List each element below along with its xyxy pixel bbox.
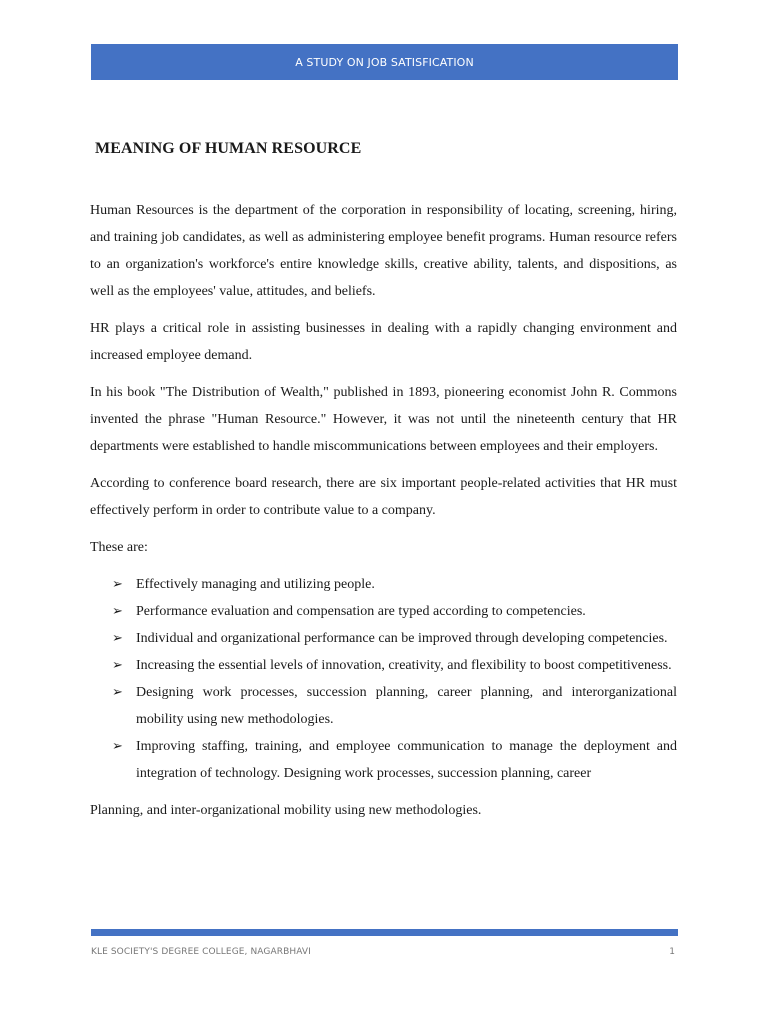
list-item-text: Individual and organizational performance can be improved through developing competencies. xyxy=(136,631,668,646)
footer-page-number: 1 xyxy=(669,947,675,957)
activities-list xyxy=(90,571,677,787)
list-item xyxy=(90,571,677,598)
header-title: A STUDY ON JOB SATISFICATION xyxy=(295,55,474,69)
paragraph-definition: Human Resources is the department of the corporation in responsibility of locating, screening, hiring, and training job candidates, as well as administering employee benefit programs. Human resource refers to an organization's workforce's entire knowledge skills, creative ability, talents, and dispositions, as well as the employees' value, attitudes, and beliefs. xyxy=(90,203,677,299)
list-item-text: Performance evaluation and compensation are typed according to competencies. xyxy=(136,604,586,619)
list-item xyxy=(90,679,677,733)
page-content xyxy=(90,136,677,824)
arrow-right-icon: ➢ xyxy=(112,631,123,646)
list-item-text: Improving staffing, training, and employee communication to manage the deployment and integration of technology. Designing work processes, succession planning, career xyxy=(136,739,677,781)
paragraph-closing: Planning, and inter-organizational mobility using new methodologies. xyxy=(90,803,482,818)
list-item-text: Effectively managing and utilizing people. xyxy=(136,577,375,592)
arrow-right-icon: ➢ xyxy=(112,685,123,700)
list-item xyxy=(90,652,677,679)
list-item xyxy=(90,733,677,787)
list-item xyxy=(90,598,677,625)
paragraph-hr-role: HR plays a critical role in assisting businesses in dealing with a rapidly changing environment and increased employee demand. xyxy=(90,321,677,363)
list-item-text: Designing work processes, succession planning, career planning, and interorganizational mobility using new methodologies. xyxy=(136,685,677,727)
arrow-right-icon: ➢ xyxy=(112,604,123,619)
arrow-right-icon: ➢ xyxy=(112,739,123,754)
footer-college-name: KLE SOCIETY'S DEGREE COLLEGE, NAGARBHAVI xyxy=(91,947,311,957)
paragraph-these-are: These are: xyxy=(90,540,148,555)
list-item-text: Increasing the essential levels of innovation, creativity, and flexibility to boost competitiveness. xyxy=(136,658,672,673)
arrow-right-icon: ➢ xyxy=(112,577,123,592)
footer-rule xyxy=(91,929,678,936)
section-heading: MEANING OF HUMAN RESOURCE xyxy=(95,140,362,157)
list-item xyxy=(90,625,677,652)
arrow-right-icon: ➢ xyxy=(112,658,123,673)
paragraph-research: According to conference board research, there are six important people-related activities that HR must effectively perform in order to contribute value to a company. xyxy=(90,476,677,518)
paragraph-history: In his book "The Distribution of Wealth," published in 1893, pioneering economist John R. Commons invented the phrase "Human Resource." However, it was not until the nineteenth century that HR departments were established to handle miscommunications between employees and their employers. xyxy=(90,385,677,454)
header-bar xyxy=(91,44,678,80)
